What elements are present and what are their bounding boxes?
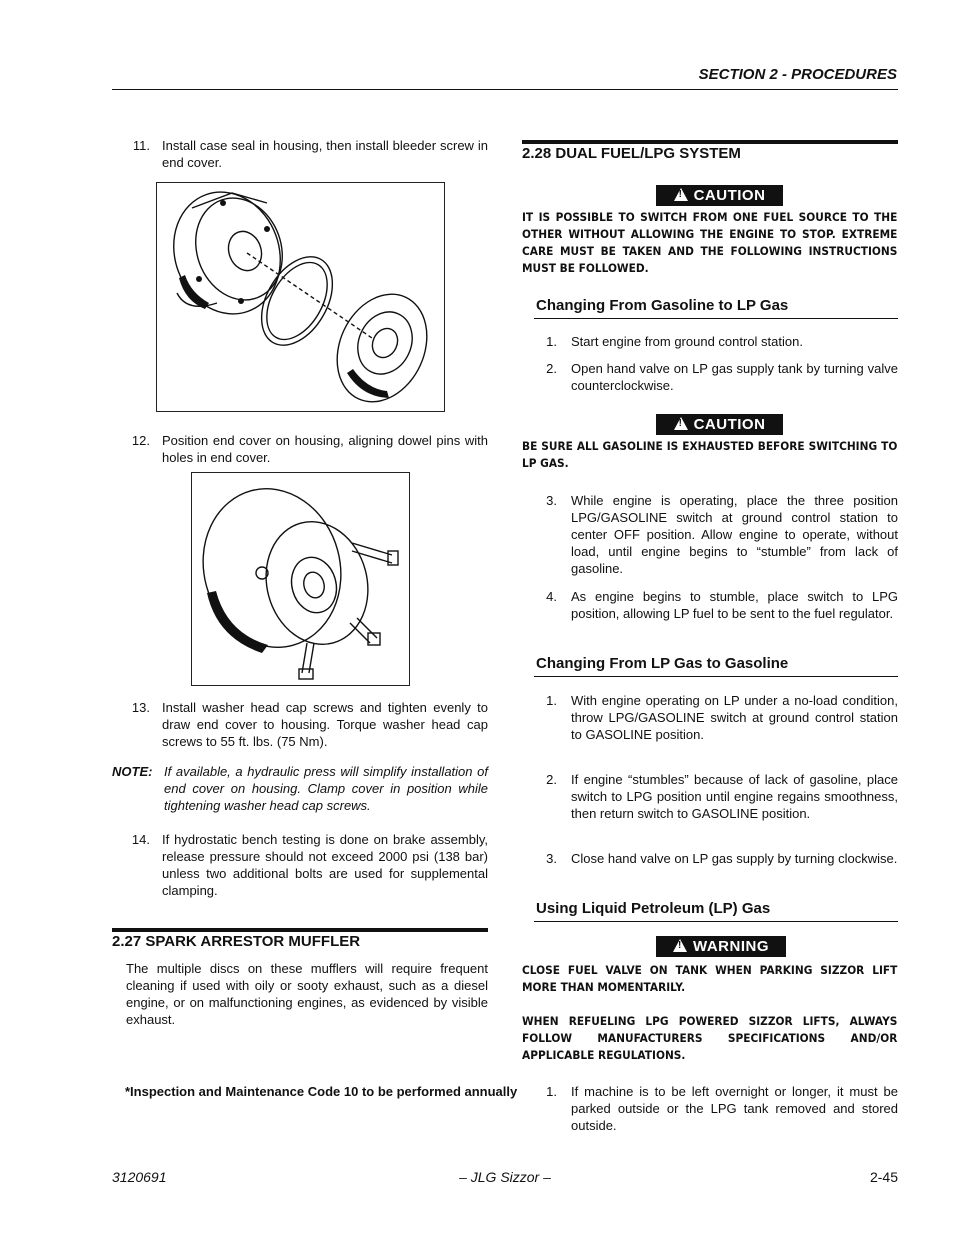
step-number: 1. [546, 1084, 557, 1099]
step-text: With engine operating on LP under a no-load condition, throw LPG/GASOLINE switch at ground control station to GASOLINE position. [571, 693, 898, 742]
section-header: SECTION 2 - PROCEDURES [698, 66, 897, 83]
step-number: 1. [546, 334, 557, 349]
step-text: While engine is operating, place the three position LPG/GASOLINE switch at ground control station to center OFF position. Allow engine to operate, without load, until engine begins to “stumble” from lack of gasoline. [571, 493, 898, 576]
caution-text: BE SURE ALL GASOLINE IS EXHAUSTED BEFORE SWITCHING TO LP GAS. [522, 439, 898, 470]
step-number: 3. [546, 493, 557, 508]
step-text: Start engine from ground control station. [571, 334, 803, 349]
subsection-title: Changing From Gasoline to LP Gas [536, 297, 789, 314]
step-text: Install washer head cap screws and tighten evenly to draw end cover to housing. Torque washer head cap screws to 55 ft. lbs. (75 Nm). [162, 700, 488, 749]
step-text: Position end cover on housing, aligning dowel pins with holes in end cover. [162, 433, 488, 465]
page-number: 2-45 [869, 1169, 898, 1185]
badge-label: CAUTION [693, 187, 766, 204]
caution-text: IT IS POSSIBLE TO SWITCH FROM ONE FUEL SOURCE TO THE OTHER WITHOUT ALLOWING THE ENGINE TO STOP. EXTREME CARE MUST BE TAKEN AND THE FOLLOWING INSTRUCTIONS MUST BE FOLLOWED. [522, 210, 898, 275]
step-text: Open hand valve on LP gas supply tank by turning valve counterclockwise. [571, 361, 898, 393]
warning-text: WHEN REFUELING LPG POWERED SIZZOR LIFTS, ALWAYS FOLLOW MANUFACTURERS SPECIFICATIONS AND/OR APPLICABLE REGULATIONS. [522, 1014, 898, 1062]
step-number: 1. [546, 693, 557, 708]
section-title: 2.28 DUAL FUEL/LPG SYSTEM [522, 145, 741, 162]
doc-number: 3120691 [112, 1169, 167, 1185]
warning-triangle-icon [674, 417, 688, 430]
subsection-rule [534, 318, 898, 319]
badge-label: WARNING [693, 938, 769, 955]
step-number: 13. [131, 700, 150, 715]
step-text: Install case seal in housing, then install bleeder screw in end cover. [162, 138, 488, 170]
section-title: 2.27 SPARK ARRESTOR MUFFLER [112, 933, 361, 950]
step-number: 2. [546, 772, 557, 787]
warning-triangle-icon [673, 939, 687, 952]
step-number: 11. [132, 138, 150, 153]
subsection-title: Changing From LP Gas to Gasoline [536, 655, 789, 672]
section-body: The multiple discs on these mufflers will require frequent cleaning if used with oily or sooty exhaust, such as a diesel engine, or on malfunctioning engines, as evidenced by visible exhaust. [126, 961, 488, 1027]
step-text: If machine is to be left overnight or longer, it must be parked outside or the LPG tank removed and stored outside. [571, 1084, 898, 1133]
note-label: NOTE: [112, 764, 153, 779]
step-text: As engine begins to stumble, place switch to LPG position, allowing LP fuel to be sent to the fuel regulator. [571, 589, 898, 621]
caution-badge [656, 414, 783, 435]
header-rule [112, 89, 898, 90]
step-text: If engine “stumbles” because of lack of gasoline, place switch to LPG position until engine regains smoothness, then return switch to GASOLINE position. [571, 772, 898, 821]
warning-triangle-icon [674, 188, 688, 201]
figure-brake-exploded [156, 182, 445, 412]
inspection-note: *Inspection and Maintenance Code 10 to be performed annually [125, 1084, 518, 1099]
step-number: 14. [131, 832, 150, 847]
brake-exploded-drawing [157, 183, 444, 411]
step-text: Close hand valve on LP gas supply by turning clockwise. [571, 851, 898, 866]
warning-text: CLOSE FUEL VALVE ON TANK WHEN PARKING SIZZOR LIFT MORE THAN MOMENTARILY. [522, 963, 898, 994]
step-number: 4. [546, 589, 557, 604]
badge-label: CAUTION [693, 416, 766, 433]
subsection-rule [534, 676, 898, 677]
figure-brake-assembled [191, 472, 410, 686]
subsection-title: Using Liquid Petroleum (LP) Gas [536, 900, 771, 917]
section-rule [112, 928, 488, 932]
brake-assembled-drawing [192, 473, 409, 685]
footer-center: – JLG Sizzor – [459, 1169, 551, 1185]
section-rule [522, 140, 898, 144]
subsection-rule [534, 921, 898, 922]
step-text: If hydrostatic bench testing is done on brake assembly, release pressure should not exceed 2000 psi (138 bar) unless two additional bolts are used for supplemental clamping. [162, 832, 488, 898]
note-text: If available, a hydraulic press will simplify installation of end cover on housing. Clamp cover in position while tightening washer head cap screws. [164, 764, 488, 813]
warning-badge [656, 936, 786, 957]
caution-badge [656, 185, 783, 206]
step-number: 3. [546, 851, 557, 866]
step-number: 2. [546, 361, 557, 376]
step-number: 12. [131, 433, 150, 448]
